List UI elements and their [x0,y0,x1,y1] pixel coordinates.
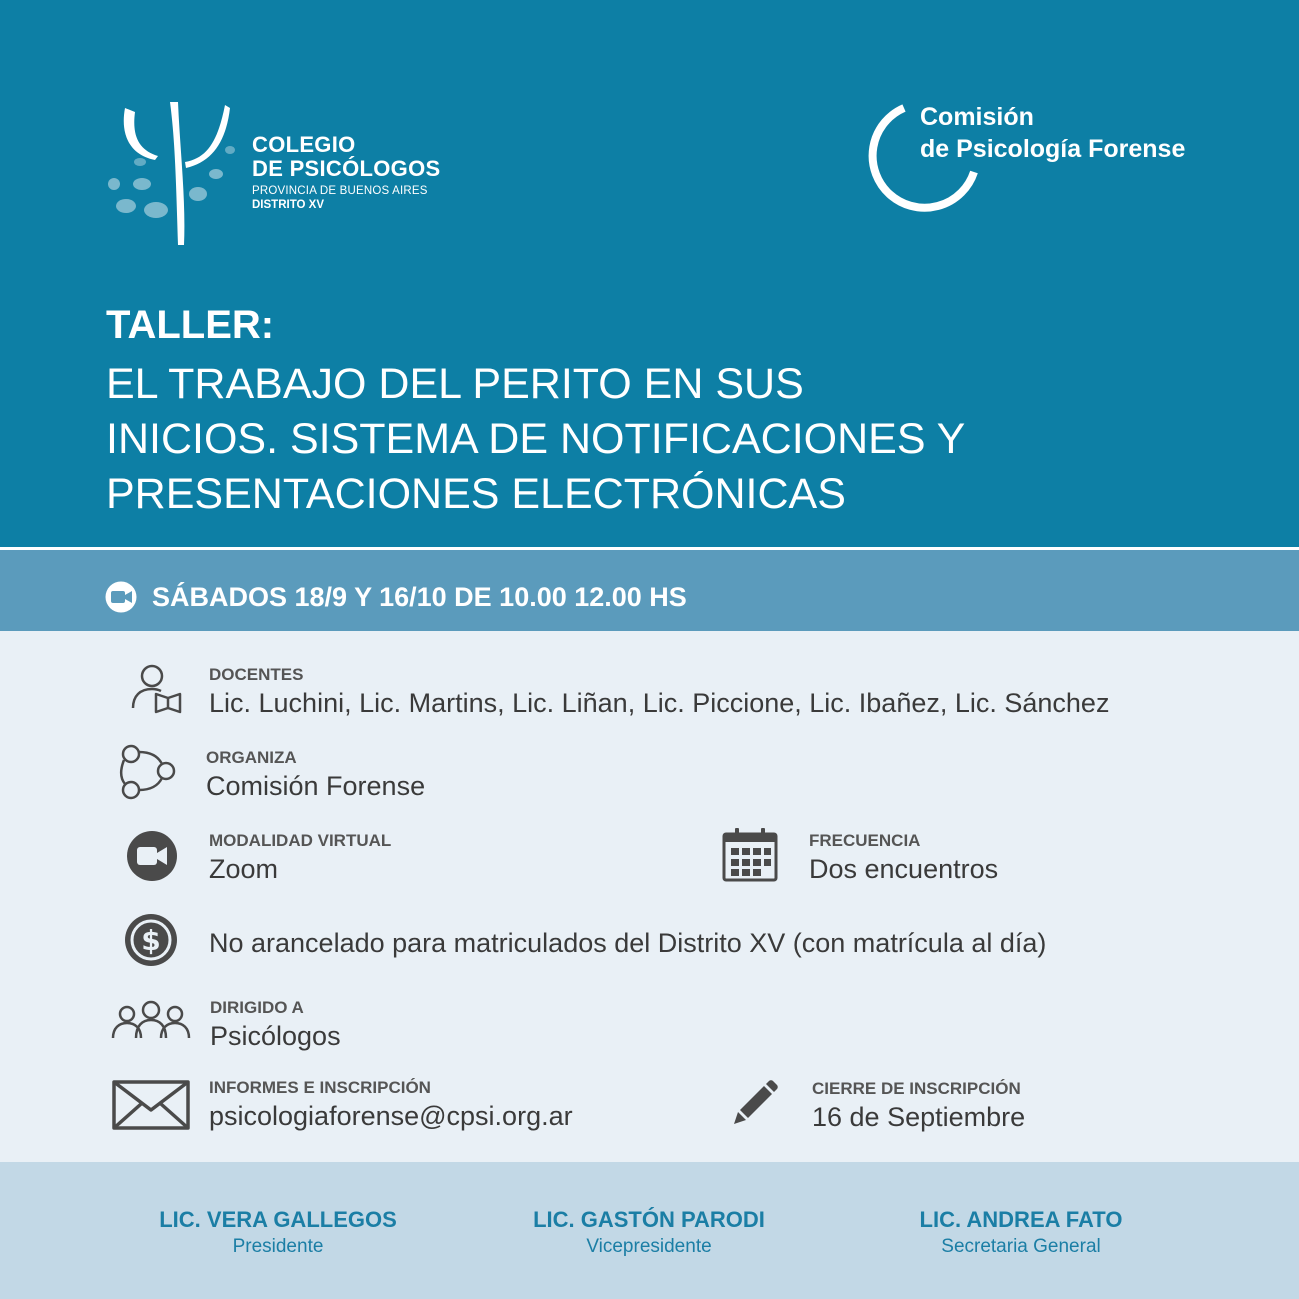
group-icon [110,1000,192,1042]
modalidad-value: Zoom [209,854,279,884]
docentes-label: DOCENTES [209,665,304,684]
title-line-2: INICIOS. SISTEMA DE NOTIFICACIONES Y [106,415,966,463]
authority-role: Secretaria General [941,1236,1101,1257]
docentes-value: Lic. Luchini, Lic. Martins, Lic. Liñan, Lic. Piccione, Lic. Ibañez, Lic. Sánchez [209,688,1110,718]
authority-president [92,1205,464,1259]
title-line-3: PRESENTACIONES ELECTRÓNICAS [106,470,846,518]
frecuencia-label: FRECUENCIA [809,831,921,850]
frecuencia-value: Dos encuentros [809,854,999,884]
title-label: TALLER: [106,303,275,347]
logo-provincia: PROVINCIA DE BUENOS AIRES [252,185,428,197]
informes-email[interactable]: psicologiaforense@cpsi.org.ar [209,1101,573,1131]
organiza-value: Comisión Forense [206,771,426,801]
logo-distrito: DISTRITO XV [252,199,324,211]
envelope-icon [112,1080,190,1130]
authority-name: LIC. GASTÓN PARODI [533,1207,765,1232]
arancel-value: No arancelado para matriculados del Distrito XV (con matrícula al día) [209,928,1047,958]
organiza-label: ORGANIZA [206,748,297,767]
cierre-value: 16 de Septiembre [812,1102,1026,1132]
modalidad-label: MODALIDAD VIRTUAL [209,831,392,850]
title-line-1: EL TRABAJO DEL PERITO EN SUS [106,360,804,408]
informes-label: INFORMES E INSCRIPCIÓN [209,1078,431,1097]
authority-name: LIC. VERA GALLEGOS [159,1207,397,1232]
video-camera-icon [126,830,178,882]
workshop-title [106,301,1206,522]
authority-role: Vicepresidente [586,1236,712,1257]
calendar-icon [722,828,778,882]
pencil-icon [732,1080,778,1126]
dirigido-value: Psicólogos [210,1021,341,1051]
cierre-label: CIERRE DE INSCRIPCIÓN [812,1079,1021,1098]
authority-role: Presidente [232,1236,324,1257]
logo-comision: Comisión [920,103,1034,131]
network-icon [118,744,178,800]
teacher-book-icon [130,662,186,714]
authority-secretary [835,1205,1207,1259]
video-camera-icon [104,581,140,613]
authority-vicepresident [463,1205,835,1259]
colegio-logo-text [252,133,440,212]
dirigido-label: DIRIGIDO A [210,998,304,1017]
dates-text: SÁBADOS 18/9 Y 16/10 DE 10.00 12.00 HS [152,582,687,612]
logo-psicologia-forense: de Psicología Forense [920,135,1186,163]
comision-logo-text [920,101,1185,165]
svg-text:$: $ [141,924,161,957]
dollar-coin-icon [124,913,178,967]
logo-colegio: COLEGIO [252,132,356,157]
logo-de-psicologos: DE PSICÓLOGOS [252,156,441,181]
authority-name: LIC. ANDREA FATO [919,1207,1123,1232]
